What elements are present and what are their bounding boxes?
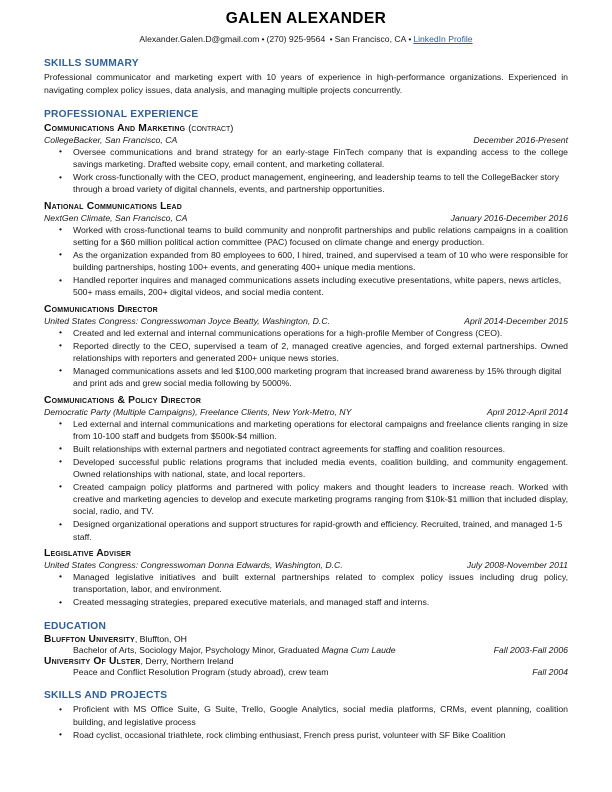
skills-bullet: • Proficient with MS Office Suite, G Suite, Trello, Google Analytics, social media platforms, CRMs, event planning, coalition building, and legislative process [44,703,568,728]
job-organization: Democratic Party (Multiple Campaigns), Freelance Clients, New York-Metro, NY [44,406,352,417]
job-bullet: • Worked with cross-functional teams to build community and nonprofit partnerships and public relations campaigns in a coalition setting for a $60 million political action committee (PAC) focused on climate change and energy production. [44,224,568,249]
job-dates: July 2008-November 2011 [466,559,568,570]
education-dates: Fall 2004 [532,667,568,678]
job-organization: United States Congress: Congresswoman Joyce Beatty, Washington, D.C. [44,315,331,326]
education-school [44,656,568,667]
job-dates: April 2014-December 2015 [464,315,568,326]
section-heading-skills-and-projects: SKILLS AND PROJECTS [44,690,168,702]
linkedin-profile-link[interactable]: LinkedIn Profile [413,34,473,44]
job-meta [44,560,568,570]
job-bullet: • Managed legislative initiatives and built external partnerships related to complex policy issues including drug policy, transportation, labor, and environment. [44,571,568,596]
contact-separator-3: • [408,34,412,44]
job-title: Communications And Marketing (contract) [44,121,234,134]
education-school-location: , Bluffton, OH [134,634,187,645]
education-school-name: University Of Ulster [44,656,141,668]
job-organization: CollegeBacker, San Francisco, CA [44,134,178,145]
education-detail [44,645,568,655]
education-detail-text: Bachelor of Arts, Sociology Major, Psychology Minor, Graduated Magna Cum Laude [73,645,396,656]
job-title-suffix: (contract) [188,121,234,133]
education-dates: Fall 2003-Fall 2006 [493,645,568,656]
job-bullet-list [44,146,568,196]
education-school-name: Bluffton University [44,634,135,646]
education-honors: Magna Cum Laude [321,645,396,656]
education-detail-text: Peace and Conflict Resolution Program (study abroad), crew team [73,667,329,678]
job-bullet: • Reported directly to the CEO, supervised a team of 2, managed creative agencies, and forged external partnerships. Owned relationships with reporters and generated 200+ unique news stories. [44,340,568,365]
education-list [44,634,568,677]
education-detail [44,667,568,677]
job-bullet: • Handled reporter inquires and managed communications assets including executive presentations, white papers, news articles, 500+ mass emails, 200+ digital videos, and social media content. [44,274,568,299]
job-bullet: • Created campaign policy platforms and partnered with policy makers and thought leaders to increase reach. Worked with creative and marketing agencies to develop and execute marketing programs ranging from $10k-$1 million that included display, social, radio, and TV. [44,481,568,518]
contact-email: Alexander.Galen.D@gmail.com [139,34,260,44]
contact-line [44,34,568,45]
experience-entry [44,548,568,609]
job-bullet: • As the organization expanded from 80 employees to 600, I hired, trained, and supervised a team of 10 who were responsible for building partnerships, hosting 100+ events, and generating 400+ unique media mentions. [44,249,568,274]
job-bullet: • Created messaging strategies, prepared executive materials, and managed staff and interns. [44,596,568,608]
job-bullet: • Work cross-functionally with the CEO, product management, engineering, and leadership teams to tell the CollegeBacker story through a broad variety of digital channels, events, and partnership opportunities. [44,171,568,196]
page-title: GALEN ALEXANDER [225,10,387,27]
job-meta [44,135,568,145]
job-bullet-list [44,224,568,299]
job-organization: United States Congress: Congresswoman Donna Edwards, Washington, D.C. [44,559,343,570]
job-bullet: • Built relationships with external partners and negotiated contract agreements for staffing and coalition resources. [44,443,568,455]
job-dates: April 2012-April 2014 [486,406,568,417]
job-dates: January 2016-December 2016 [450,212,568,223]
job-bullet: • Created and led external and internal communications operations for a high-profile Member of Congress (CEO). [44,327,568,339]
experience-entry [44,304,568,390]
job-bullet: • Oversee communications and brand strategy for an early-stage FinTech company that is expanding access to the college savings marketing. Drafted website copy, email content, and marketing collateral. [44,146,568,171]
job-bullet-list [44,571,568,609]
job-bullet-list [44,418,568,543]
section-heading-professional-experience: PROFESSIONAL EXPERIENCE [44,108,199,120]
education-school [44,634,568,645]
job-bullet: • Designed organizational operations and support structures for rapid-growth and efficiency. Recruited, trained, and managed 1-5 staff. [44,518,568,543]
job-bullet: • Managed communications assets and led $100,000 marketing program that increased brand awareness by 15% through digital and print ads and grew social media following by 5000%. [44,365,568,390]
section-heading-education: EDUCATION [44,621,107,633]
job-bullet: • Developed successful public relations programs that included media events, coalition building, and community engagement. Owned relationships with national, state, and local reporters. [44,456,568,481]
job-organization: NextGen Climate, San Francisco, CA [44,212,188,223]
job-bullet: • Led external and internal communications and marketing operations for electoral campaigns and freelance clients ranging in size from 10-100 staff and budgets from $500k-$4 million. [44,418,568,443]
job-title: National Communications Lead [44,200,183,212]
job-title: Communications Director [44,303,158,315]
experience-list [44,122,568,609]
education-entry [44,656,568,677]
contact-location: San Francisco, CA [334,34,407,44]
contact-separator-1: • [261,34,265,44]
job-dates: December 2016-Present [473,134,568,145]
contact-phone: (270) 925-9564 [266,34,326,44]
experience-entry [44,201,568,299]
job-title: Legislative Adviser [44,547,132,559]
skills-bullet: • Road cyclist, occasional triathlete, rock climbing enthusiast, French press purist, volunteer with SF Bike Coalition [44,729,568,741]
job-title: Communications & Policy Director [44,394,202,406]
education-entry [44,634,568,655]
job-meta [44,316,568,326]
experience-entry [44,395,568,543]
job-meta [44,213,568,223]
skills-projects-bullet-list [44,703,568,741]
section-heading-skills-summary: SKILLS SUMMARY [44,58,139,70]
experience-entry [44,122,568,196]
job-bullet-list [44,327,568,390]
contact-separator-2: • [329,34,333,44]
education-school-location: , Derry, Northern Ireland [140,656,234,667]
skills-summary-paragraph: Professional communicator and marketing expert with 10 years of experience in high-performance organizations. Experienced in navigating complex policy issues, data analysis, and managing multiple projects concurrently. [44,72,568,95]
job-meta [44,407,568,417]
